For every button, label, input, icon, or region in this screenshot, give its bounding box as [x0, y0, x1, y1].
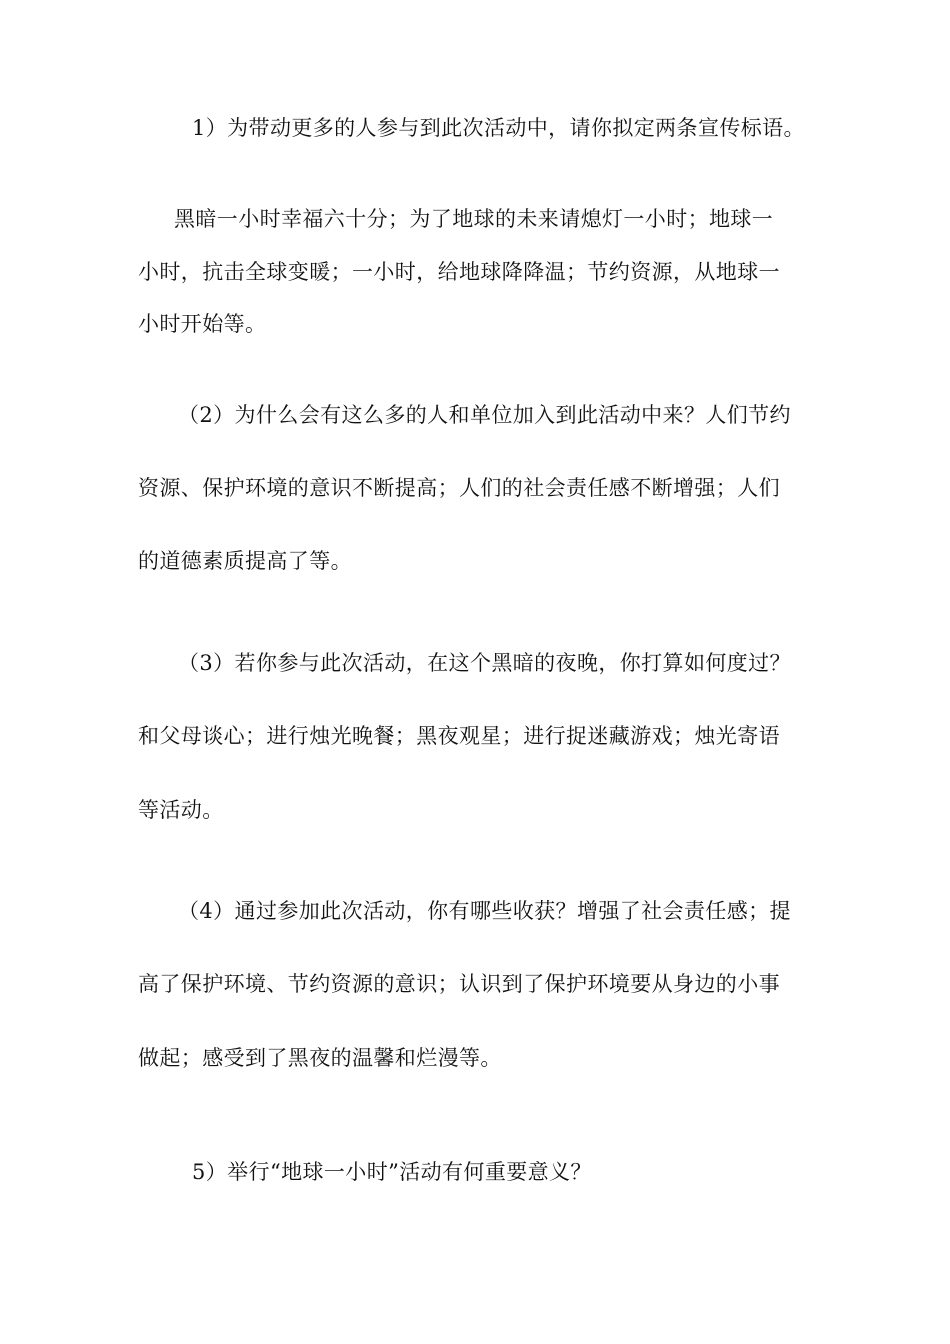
question-2-line-2: 资源、保护环境的意识不断提高；人们的社会责任感不断增强；人们 [138, 476, 780, 500]
question-3-line-2: 和父母谈心；进行烛光晚餐；黑夜观星；进行捉迷藏游戏；烛光寄语 [138, 724, 780, 748]
question-3-line-3: 等活动。 [138, 798, 224, 822]
question-3-line-1: （3）若你参与此次活动，在这个黑暗的夜晚，你打算如何度过？ [178, 651, 791, 675]
answer-1-line-2: 小时，抗击全球变暖；一小时，给地球降降温；节约资源，从地球一 [138, 260, 780, 284]
question-4-line-1: （4）通过参加此次活动，你有哪些收获？增强了社会责任感；提 [178, 899, 791, 923]
question-5: 5）举行“地球一小时”活动有何重要意义？ [192, 1160, 592, 1184]
question-4-line-2: 高了保护环境、节约资源的意识；认识到了保护环境要从身边的小事 [138, 972, 780, 996]
question-1: 1）为带动更多的人参与到此次活动中，请你拟定两条宣传标语。 [192, 116, 805, 140]
answer-1-line-3: 小时开始等。 [138, 312, 267, 336]
answer-1-line-1: 黑暗一小时幸福六十分；为了地球的未来请熄灯一小时；地球一 [174, 207, 774, 231]
question-2-line-3: 的道德素质提高了等。 [138, 549, 352, 573]
question-2-line-1: （2）为什么会有这么多的人和单位加入到此活动中来？人们节约 [178, 403, 791, 427]
question-4-line-3: 做起；感受到了黑夜的温馨和烂漫等。 [138, 1046, 502, 1070]
